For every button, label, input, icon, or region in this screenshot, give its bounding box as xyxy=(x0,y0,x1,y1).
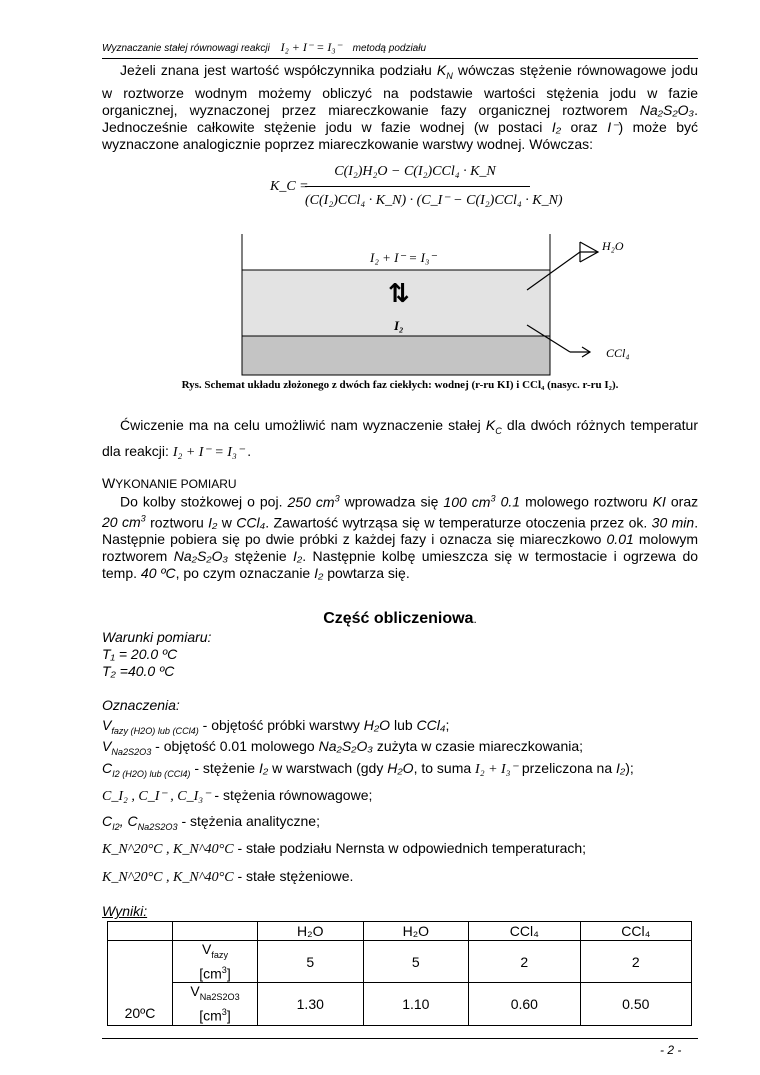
formula-numerator: C(I₂)H₂O − C(I₂)CCl₄ · K_N xyxy=(334,164,496,179)
table-cell: 1.10 xyxy=(363,983,469,1025)
table-cell: 5 xyxy=(258,941,364,983)
notation-line-2: $V_{Na2S2O3}$ - objętość 0.01 molowego Na₂S₂O₃ zużyta w czasie miareczkowania; xyxy=(102,738,584,757)
goal-paragraph xyxy=(102,415,698,463)
p2-text-2: dla dwóch różnych temperatur dla reakcji: xyxy=(102,417,699,459)
table-cell: 0.50 xyxy=(580,983,691,1025)
p1-iminus: I⁻ xyxy=(607,118,619,135)
equilibrium-arrow-icon: ⇅ xyxy=(388,279,410,309)
formula-lhs: K_C = xyxy=(270,179,309,194)
table-header-row xyxy=(108,922,692,941)
p1-reagent: Na₂S₂O₃ xyxy=(639,101,695,118)
table-cell: H₂O xyxy=(258,922,364,941)
notation-line-7: K_N^20°C , K_N^40°C - stałe stężeniowe. xyxy=(102,868,354,885)
p1-text-4: oraz xyxy=(570,118,598,135)
page-number: - 2 - xyxy=(660,1043,682,1057)
table-row xyxy=(108,941,692,983)
p2-equation: I₂ + I⁻ = I₃⁻ . xyxy=(172,444,252,460)
figure-caption: Rys. Schemat układu złożonego z dwóch faz ciekłych: wodnej (r-ru KI) i CCl₄ (nasyc. r-ru I₂). xyxy=(181,379,619,391)
p2-text-1: Ćwiczenie ma na celu umożliwić nam wyznaczenie stałej xyxy=(120,417,481,433)
i2-label: I₂ xyxy=(394,318,404,333)
p1-text-1: Jeżeli znana jest wartość współczynnika podziału xyxy=(120,62,432,78)
condition-t2: T₂ =40.0 ºC xyxy=(102,663,175,679)
table-row xyxy=(108,983,692,1025)
table-cell: H₂O xyxy=(363,922,469,941)
footer-rule xyxy=(102,1038,698,1039)
ccl4-phase xyxy=(242,336,550,375)
row-label-cell: $V_{fazy}$ $[cm^3]$ xyxy=(173,941,258,983)
two-phase-diagram xyxy=(230,230,650,380)
p1-text-2: wówczas stężenie równowagowe jodu w roztworze wodnym możemy obliczyć na podstawie wartości stężenia jodu w fazie organicznej, wyznaczonej przez miareczkowanie fazy organicznej roztworem xyxy=(102,62,699,118)
table-cell: CCl₄ xyxy=(580,922,691,941)
table-cell: 0.60 xyxy=(469,983,580,1025)
formula-denominator: (C(I₂)CCl₄ · K_N) · (C_I⁻ − C(I₂)CCl₄ · K_N) xyxy=(305,193,563,208)
notation-line-5: $C_{I2}$, $C_{Na2S2O3}$ - stężenia analityczne; xyxy=(102,813,320,832)
reaction-label: I₂ + I⁻ = I₃⁻ xyxy=(370,250,437,265)
conditions-title: Warunki pomiaru: xyxy=(102,629,212,645)
water-label: H₂O xyxy=(602,239,624,253)
p1-text-5: ) może być wyznaczone analogicznie poprzez miareczkowanie warstwy wodnej. Wówczas: xyxy=(102,118,699,152)
kc-symbol: $K_C$ xyxy=(485,417,502,436)
kn-symbol: $K_N$ xyxy=(436,62,453,81)
notation-line-4: C_I₂ , C_I⁻ , C_I₃⁻ - stężenia równowagowe; xyxy=(102,787,373,804)
notation-line-1: $V_{fazy (H2O) lub (CCl4)}$ - objętość próbki warstwy H₂O lub CCl₄; xyxy=(102,717,450,736)
results-title: Wyniki: xyxy=(102,903,148,919)
table-cell: 2 xyxy=(580,941,691,983)
header-text-post: metodą podziału xyxy=(352,43,427,54)
intro-paragraph xyxy=(102,62,698,153)
ccl4-label: CCl₄ xyxy=(606,346,630,360)
p1-i2: I₂ xyxy=(551,118,562,135)
p1-text-3: . Jednocześnie całkowite stężenie jodu w fazie wodnej (w postaci xyxy=(102,101,698,135)
temperature-cell: 20ºC xyxy=(108,941,173,1026)
table-cell: 2 xyxy=(469,941,580,983)
measurement-paragraph: Do kolby stożkowej o poj. 250 $cm^3$ wprowadza się 100 $cm^3$ 0.1 molowego roztworu KI oraz 20 $cm^3$ roztworu I₂ w CCl₄. Zawartość wytrząsa się w temperaturze otoczenia przez ok. 30 min. Następnie pobiera się po dwie próbki z każdej fazy i oznacza się miareczkowo 0.01 molowym roztworem Na₂S₂O₃ stężenie I₂. Następnie kolbę umieszcza się w termostacie i ogrzewa do temp. 40 ºC, po czym oznaczanie I₂ powtarza się. xyxy=(102,493,699,582)
table-cell: 1.30 xyxy=(258,983,364,1025)
table-cell: 5 xyxy=(363,941,469,983)
fraction-bar xyxy=(305,186,530,187)
header-text-pre: Wyznaczanie stałej równowagi reakcji xyxy=(102,43,270,54)
running-header xyxy=(102,40,698,59)
header-equation: I₂ + I⁻ = I₃⁻ xyxy=(280,40,342,54)
notation-line-3: $C_{I2 (H2O) lub (CCl4)}$ - stężenie I₂ w warstwach (gdy H₂O, to suma I₂ + I₃⁻ przeliczona na I₂); xyxy=(102,760,634,779)
row-label-cell: $V_{Na2S2O3}$ $[cm^3]$ xyxy=(173,983,258,1025)
table-cell: CCl₄ xyxy=(469,922,580,941)
kc-formula xyxy=(270,164,563,214)
calc-section-title: Część obliczeniowa. xyxy=(323,610,477,627)
results-table xyxy=(107,921,692,1026)
notation-line-6: K_N^20°C , K_N^40°C - stałe podziału Nernsta w odpowiednich temperaturach; xyxy=(102,840,587,857)
table-cell xyxy=(108,922,173,941)
table-cell xyxy=(173,922,258,941)
condition-t1: T₁ = 20.0 ºC xyxy=(102,646,178,662)
measurement-heading: WYKONANIE POMIARU xyxy=(102,475,237,491)
notation-title: Oznaczenia: xyxy=(102,697,180,713)
